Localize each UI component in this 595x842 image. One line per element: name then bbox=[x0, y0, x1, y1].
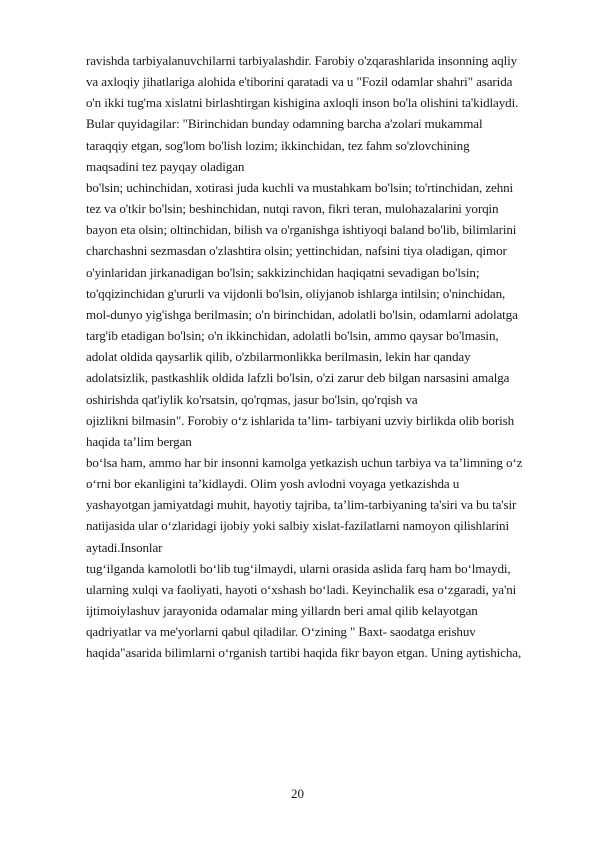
text-line: qadriyatlar va me'yorlarni qabul qiladilar. O‘zining " Baxt- saodatga erishuv bbox=[86, 624, 476, 640]
text-line: charchashni sezmasdan o'zlashtira olsin; yettinchidan, nafsini tiya oladigan, qimor bbox=[86, 243, 507, 259]
text-line: ularning xulqi va faoliyati, hayoti o‘xshash bo‘ladi. Keyinchalik esa o‘zgaradi, ya'ni bbox=[86, 581, 517, 597]
text-line: bo'lsin; uchinchidan, xotirasi juda kuchli va mustahkam bo'lsin; to'rtinchidan, zehni bbox=[86, 179, 514, 195]
text-line: bo‘lsa ham, ammo har bir insonni kamolga yetkazish uchun tarbiya va ta’limning o‘z bbox=[86, 454, 523, 470]
text-line: o‘rni bor ekanligini ta’kidlaydi. Olim yosh avlodni voyaga yetkazishda u bbox=[86, 476, 460, 492]
text-line: natijasida ular o‘zlaridagi ijobiy yoki salbiy xislat-fazilatlarni namoyon qilishlarini bbox=[86, 518, 509, 534]
text-line: mol-dunyo yig'ishga berilmasin; o'n birinchidan, adolatli bo'lsin, odamlarni adolatga bbox=[86, 306, 518, 322]
text-line: adolat oldida qaysarlik qilib, o'zbilarmonlikka berilmasin, lekin har qanday bbox=[86, 349, 471, 365]
body-text bbox=[86, 50, 576, 664]
text-line: haqida"asarida bilimlarni o‘rganish tartibi haqida fikr bayon etgan. Uning aytishicha, bbox=[86, 645, 522, 661]
text-line: ravishda tarbiyalanuvchilarni tarbiyalashdir. Farobiy o'zqarashlarida insonning aqliy bbox=[86, 53, 518, 68]
text-line: yashayotgan jamiyatdagi muhit, hayotiy tajriba, ta’lim-tarbiyaning ta'siri va bu ta'sir bbox=[86, 497, 517, 513]
text-line: to'qqizinchidan g'ururli va vijdonli bo'lsin, oliyjanob ishlarga intilsin; o'ninchidan, bbox=[86, 285, 506, 301]
text-line: maqsadini tez payqay oladigan bbox=[86, 158, 245, 174]
text-line: tug‘ilganda kamolotli bo‘lib tug‘ilmaydi, ularni orasida aslida farq ham bo‘lmaydi, bbox=[86, 560, 511, 576]
text-line: taraqqiy etgan, sog'lom bo'lish lozim; ikkinchidan, tez fahm so'zlovchining bbox=[86, 137, 470, 153]
text-line: aytadi.Insonlar bbox=[86, 539, 163, 555]
text-line: haqida ta’lim bergan bbox=[86, 433, 192, 449]
text-line: oshirishda qat'iylik ko'rsatsin, qo'rqmas, jasur bo'lsin, qo'rqish va bbox=[86, 391, 418, 407]
text-line: ijtimoiylashuv jarayonida odamalar ming yillardn beri amal qilib kelayotgan bbox=[86, 603, 478, 619]
text-line: bayon eta olsin; oltinchidan, bilish va o'rganishga ishtiyoqi baland bo'lib, bilimlarini bbox=[86, 222, 517, 238]
text-line: o'yinlaridan jirkanadigan bo'lsin; sakkizinchidan haqiqatni sevadigan bo'lsin; bbox=[86, 264, 480, 280]
text-line: ojizlikni bilmasin". Forobiy o‘z ishlarida ta’lim- tarbiyani uzviy birlikda olib borish bbox=[86, 412, 515, 428]
text-line: Bular quyidagilar: "Birinchidan bunday odamning barcha a'zolari mukammal bbox=[86, 116, 483, 132]
text-line: va axloqiy jihatlariga alohida e'tiborini qaratadi va u "Fozil odamlar shahri" asarida bbox=[86, 74, 513, 90]
text-line: tez va o'tkir bo'lsin; beshinchidan, nutqi ravon, fikri teran, mulohazalarini yorqin bbox=[86, 201, 499, 217]
text-line: targ'ib etadigan bo'lsin; o'n ikkinchidan, adolatli bo'lsin, ammo qaysar bo'lmasin, bbox=[86, 328, 499, 344]
text-line: o'n ikki tug'ma xislatni birlashtirgan kishigina axloqli inson bo'la olishini ta'kidlaydi. bbox=[86, 95, 519, 111]
text-line: adolatsizlik, pastkashlik oldida lafzli bo'lsin, o'zi zarur deb bilgan narsasini amalga bbox=[86, 370, 510, 386]
page-number: 20 bbox=[291, 786, 304, 801]
